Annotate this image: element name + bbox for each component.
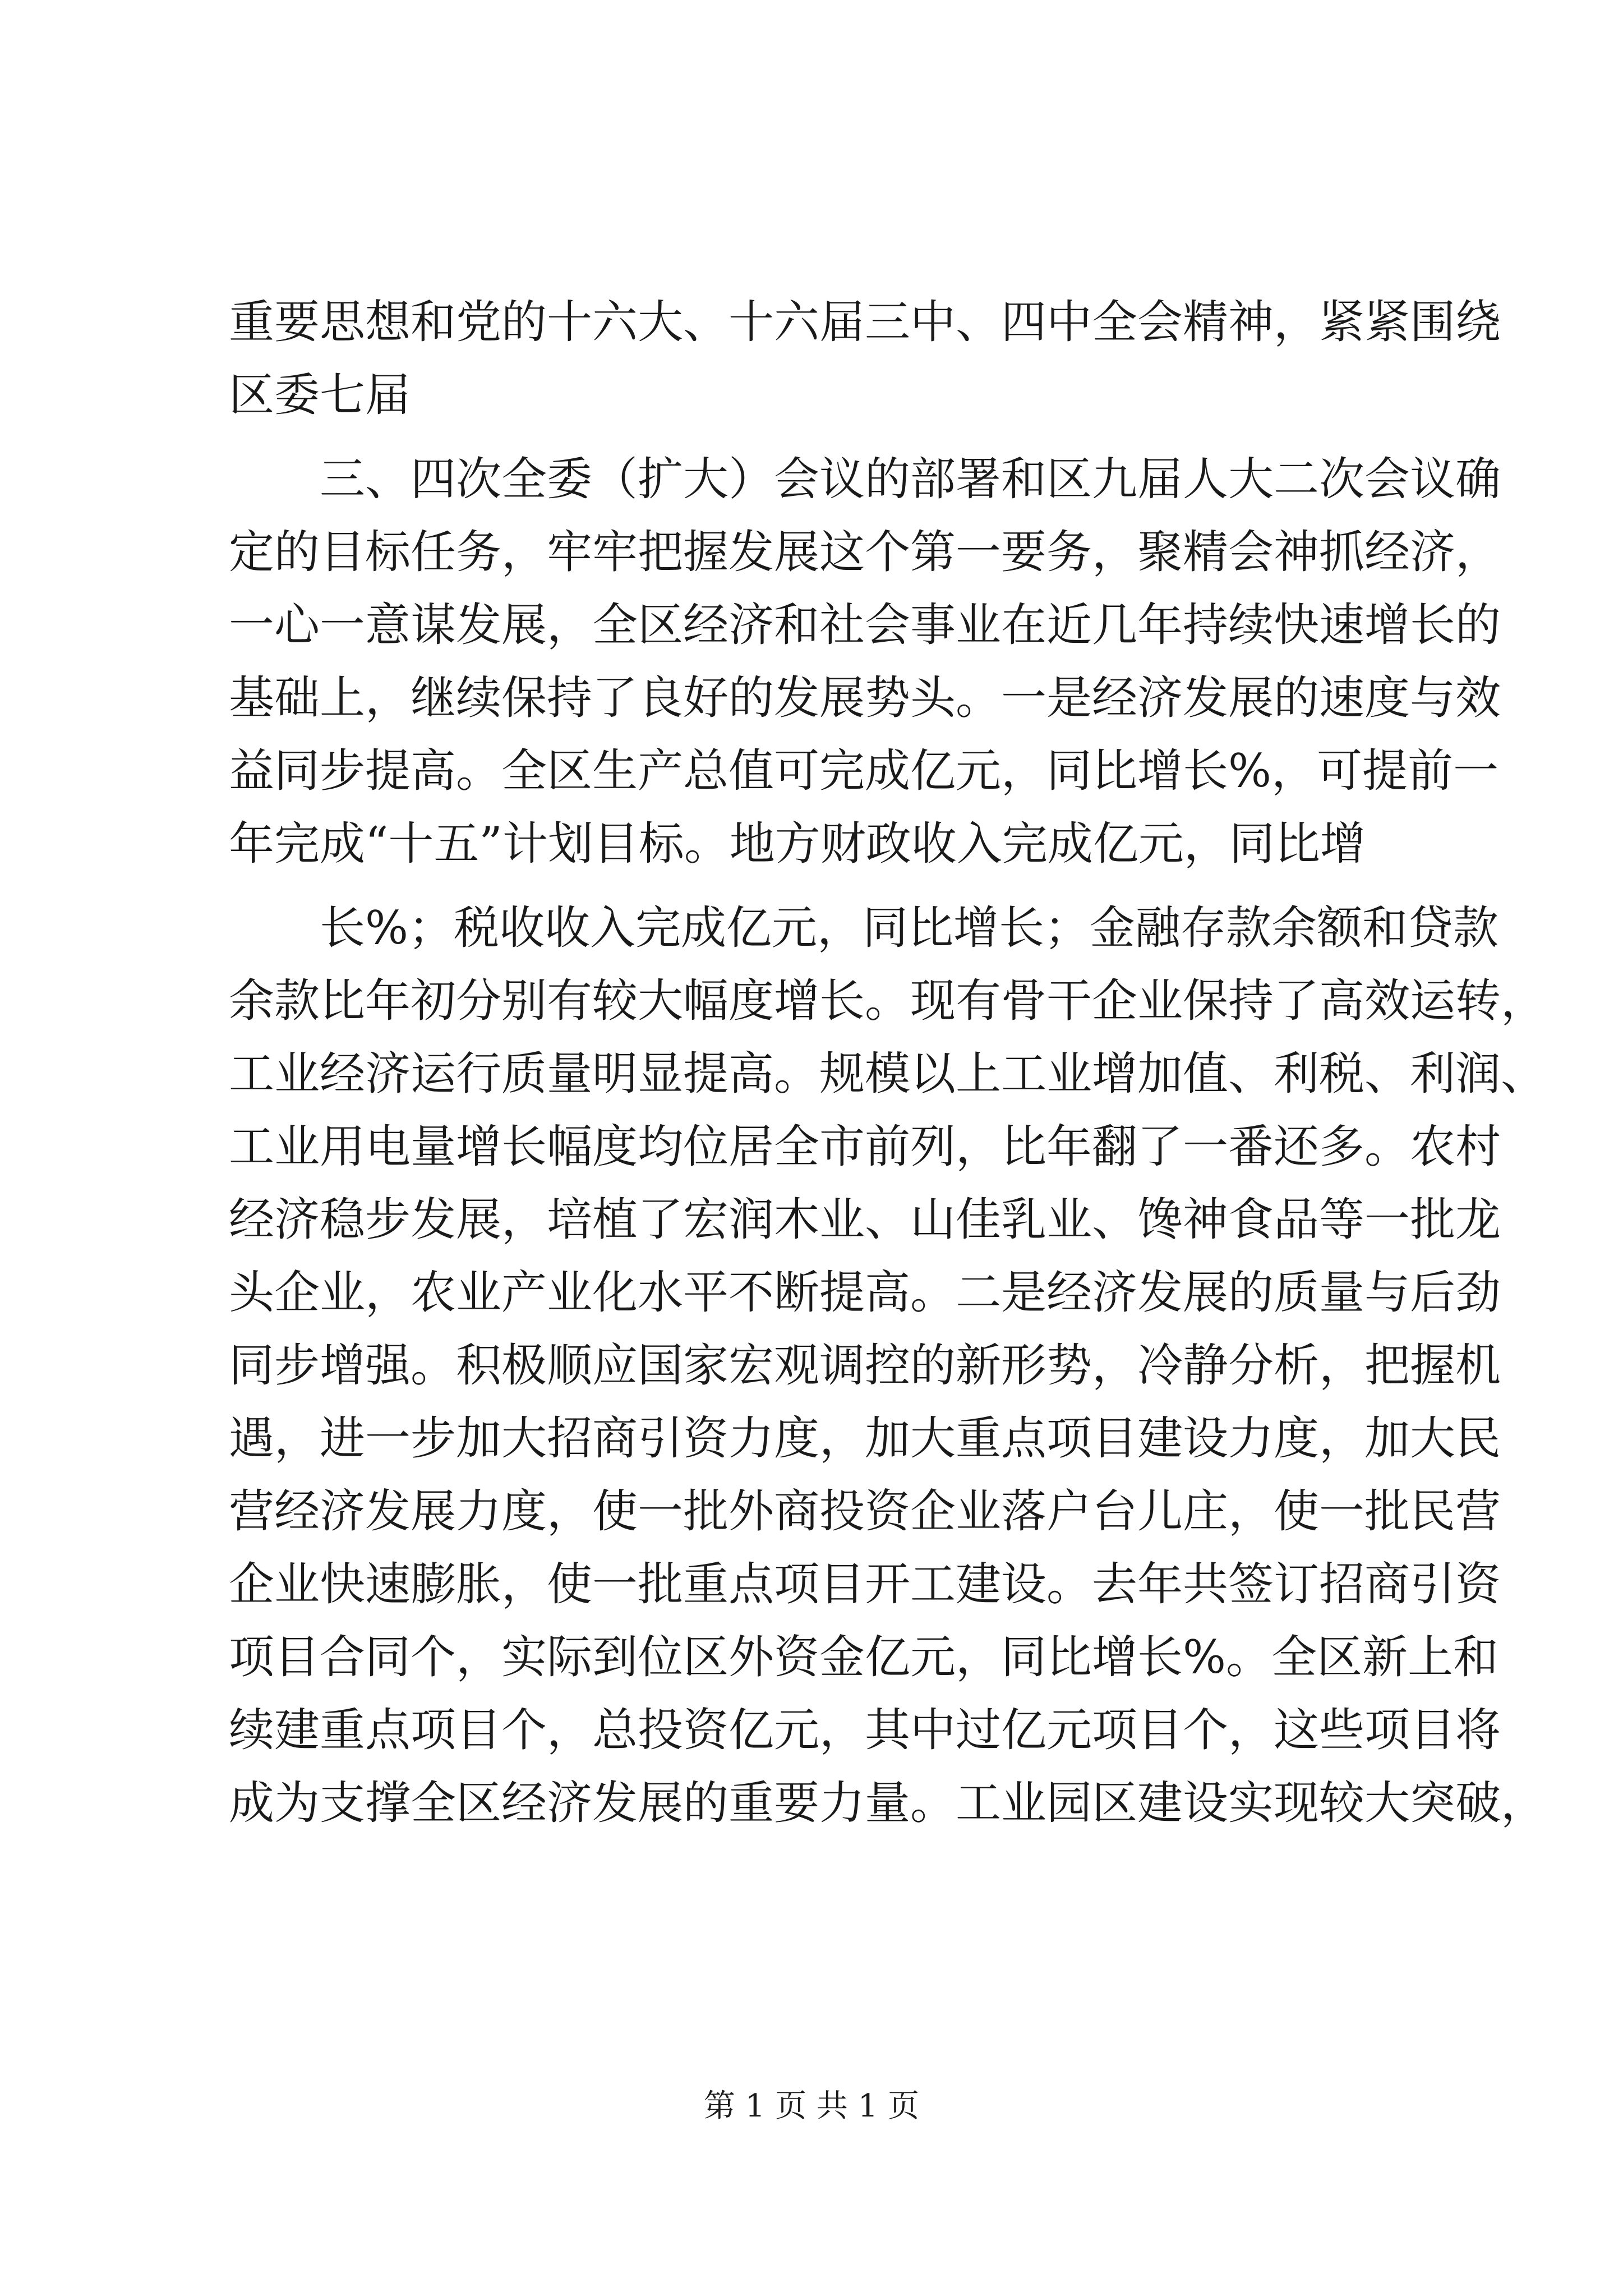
text-line: 企业快速膨胀，使一批重点项目开工建设。去年共签订招商引资 bbox=[229, 1558, 1501, 1611]
text-line: 定的目标任务，牢牢把握发展这个第一要务，聚精会神抓经济， bbox=[229, 526, 1501, 579]
text-line: 工业用电量增长幅度均位居全市前列，比年翻了一番还多。农村 bbox=[229, 1121, 1501, 1174]
text-line: 头企业，农业产业化水平不断提高。二是经济发展的质量与后劲 bbox=[229, 1267, 1501, 1319]
text-line: 工业经济运行质量明显提高。规模以上工业增加值、利税、利润、 bbox=[229, 1048, 1547, 1101]
text-line: 一心一意谋发展，全区经济和社会事业在近几年持续快速增长的 bbox=[229, 599, 1501, 652]
page-footer: 第 1 页 共 1 页 bbox=[703, 2088, 920, 2124]
text-line: 长%；税收收入完成亿元，同比增长；金融存款余额和贷款 bbox=[320, 902, 1498, 955]
text-line: 经济稳步发展，培植了宏润木业、山佳乳业、馋神食品等一批龙 bbox=[229, 1194, 1501, 1246]
text-line: 区委七届 bbox=[229, 369, 411, 422]
text-line: 重要思想和党的十六大、十六届三中、四中全会精神，紧紧围绕 bbox=[229, 296, 1501, 349]
text-line: 营经济发展力度，使一批外商投资企业落户台儿庄，使一批民营 bbox=[229, 1485, 1501, 1538]
text-line: 遇，进一步加大招商引资力度，加大重点项目建设力度，加大民 bbox=[229, 1412, 1501, 1465]
text-line: 三、四次全委（扩大）会议的部署和区九届人大二次会议确 bbox=[320, 453, 1501, 506]
text-line: 基础上，继续保持了良好的发展势头。一是经济发展的速度与效 bbox=[229, 672, 1501, 725]
text-line: 续建重点项目个，总投资亿元，其中过亿元项目个，这些项目将 bbox=[229, 1704, 1501, 1757]
text-line: 年完成“十五”计划目标。地方财政收入完成亿元，同比增 bbox=[229, 818, 1366, 871]
text-line: 成为支撑全区经济发展的重要力量。工业园区建设实现较大突破， bbox=[229, 1777, 1547, 1830]
text-line: 项目合同个，实际到位区外资金亿元，同比增长%。全区新上和 bbox=[229, 1631, 1498, 1684]
text-line: 余款比年初分别有较大幅度增长。现有骨干企业保持了高效运转， bbox=[229, 975, 1547, 1028]
text-line: 同步增强。积极顺应国家宏观调控的新形势，冷静分析，把握机 bbox=[229, 1340, 1501, 1392]
text-line: 益同步提高。全区生产总值可完成亿元，同比增长%，可提前一 bbox=[229, 745, 1498, 798]
